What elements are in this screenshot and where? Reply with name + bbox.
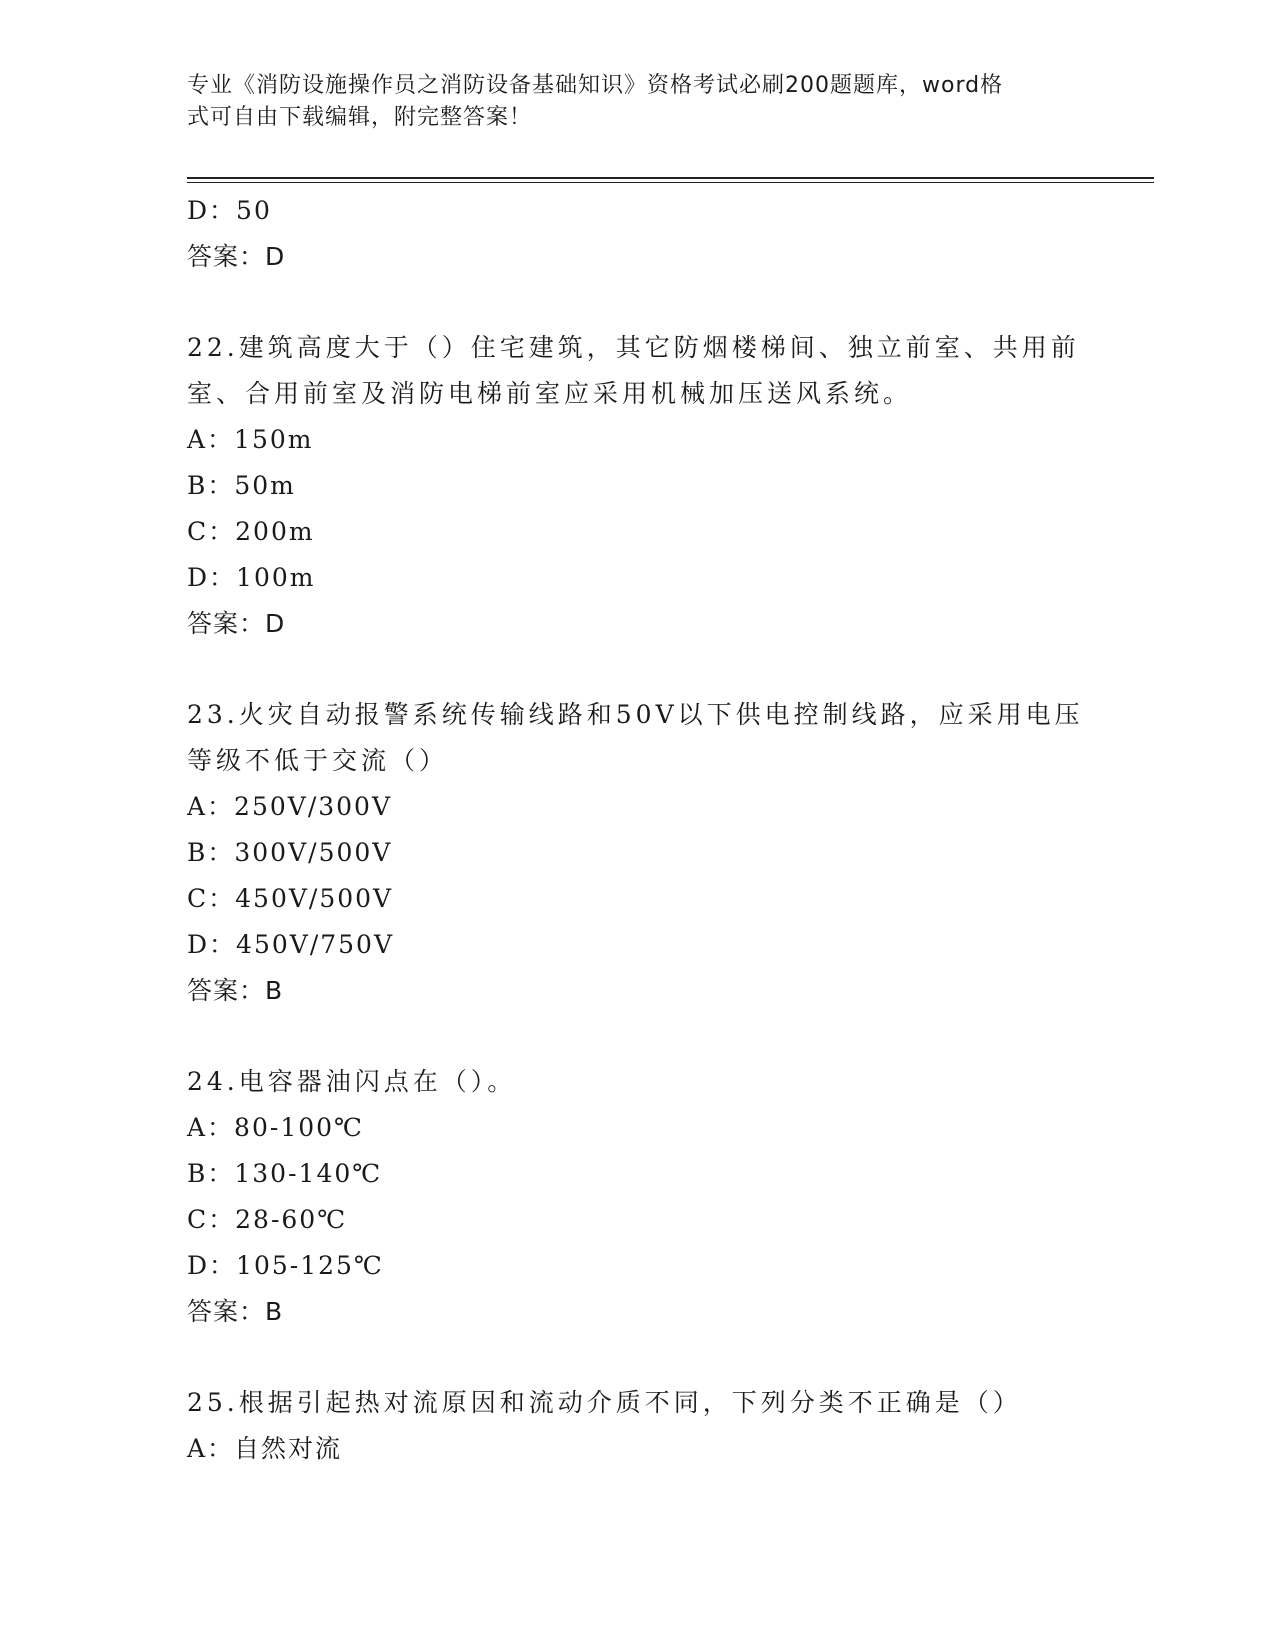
answer: 答案：D [187, 609, 286, 638]
header-line-1: 专业《消防设施操作员之消防设备基础知识》资格考试必刷200题题库，word格 [187, 73, 1004, 98]
option-a: A：150m [187, 425, 314, 454]
answer: 答案：B [187, 1297, 284, 1326]
option-d: D：100m [187, 563, 316, 592]
answer: 答案：D [187, 242, 286, 271]
question-22 [187, 325, 1087, 647]
question-text: 23.火灾自动报警系统传输线路和50V以下供电控制线路，应采用电压 [187, 700, 1084, 729]
option-d: D：50 [187, 196, 272, 225]
question-text: 22.建筑高度大于（）住宅建筑，其它防烟楼梯间、独立前室、共用前 [187, 333, 1080, 362]
question-24 [187, 1059, 1087, 1335]
header-divider-thin [187, 182, 1154, 183]
option-b: B：130-140℃ [187, 1159, 383, 1188]
header-divider [187, 177, 1154, 179]
question-text: 室、合用前室及消防电梯前室应采用机械加压送风系统。 [187, 379, 913, 408]
question-list [187, 188, 1087, 1472]
option-a: A：自然对流 [187, 1434, 343, 1463]
option-b: B：300V/500V [187, 838, 393, 867]
option-c: C：200m [187, 517, 315, 546]
answer: 答案：B [187, 976, 284, 1005]
option-a: A：80-100℃ [187, 1113, 364, 1142]
option-c: C：450V/500V [187, 884, 394, 913]
document-header [187, 70, 1067, 134]
header-line-2: 式可自由下载编辑，附完整答案！ [187, 105, 533, 130]
option-c: C：28-60℃ [187, 1205, 348, 1234]
option-a: A：250V/300V [187, 792, 393, 821]
option-d: D：450V/750V [187, 930, 395, 959]
option-b: B：50m [187, 471, 296, 500]
question-text: 25.根据引起热对流原因和流动介质不同，下列分类不正确是（） [187, 1388, 1022, 1417]
question-text: 等级不低于交流（） [187, 746, 449, 775]
question-text: 24.电容器油闪点在（）。 [187, 1067, 517, 1096]
question-25 [187, 1380, 1087, 1472]
question-23 [187, 692, 1087, 1014]
option-d: D：105-125℃ [187, 1251, 384, 1280]
